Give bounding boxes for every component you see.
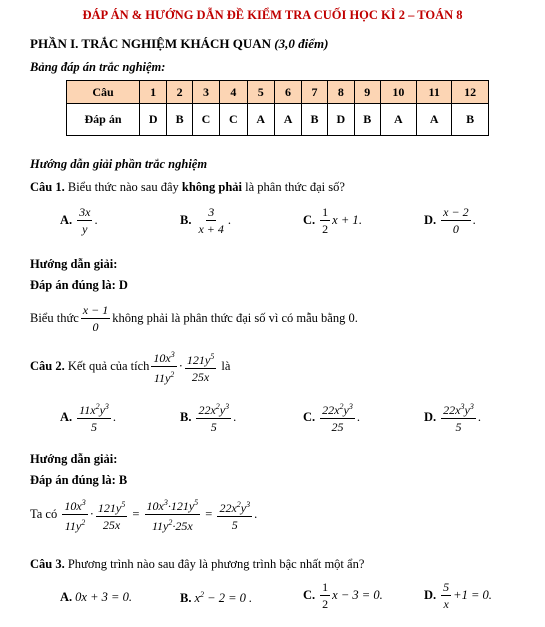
answer-table-title: Bảng đáp án trắc nghiệm: [30,60,166,74]
q2-guide-label: Hướng dẫn giải: [30,452,118,466]
table-cell: A [247,104,274,136]
q2-stem: Câu 2. Kết quả của tích $\frac{10x^3}{11y^2}$ · $\frac{121y^5}{25x}$ là [30,350,231,385]
table-cell: B [452,104,489,136]
table-cell: 8 [327,81,354,104]
table-cell: D [327,104,354,136]
table-cell: D [140,104,167,136]
table-cell: 9 [355,81,380,104]
q2-option-c: C. $\frac{22x^2y^3}{25}$ . [303,402,360,434]
table-cell: C [192,104,219,136]
q1-option-d: D. $\frac{x - 2}{0}$ . [424,205,476,236]
part1-heading: PHẦN I. TRẮC NGHIỆM KHÁCH QUAN (3,0 điểm) [30,36,329,51]
table-cell: A [380,104,417,136]
table-header-cell: Câu [67,81,140,104]
q1-option-a: A. $\frac{3x}{y}$ . [60,205,98,236]
table-cell: 5 [247,81,274,104]
q1-stem: Câu 1. Biểu thức nào sau đây không phải là phân thức đại số? [30,180,345,194]
table-cell: 11 [417,81,452,104]
q2-option-d: D. $\frac{22x^3y^3}{5}$ . [424,402,481,434]
q3-stem: Câu 3. Phương trình nào sau đây là phương trình bậc nhất một ẩn? [30,557,365,571]
q1-answer: Đáp án đúng là: D [30,278,128,292]
table-cell: A [274,104,301,136]
q3-option-c: C. $\frac{1}{2}$ x − 3 = 0. [303,580,383,611]
q2-answer: Đáp án đúng là: B [30,473,128,487]
q2-derivation: Ta có $\frac{10x^3}{11y^2}$ · $\frac{121y^5}{25x}$ = $\frac{10x^3\cdot 121y^5}{11y^2\cdot 25x}$ = $\frac{22x^2y^3}{5}$ . [30,498,258,533]
page-title: ĐÁP ÁN & HƯỚNG DẪN ĐỀ KIỂM TRA CUỐI HỌC KÌ 2 – TOÁN 8 [82,8,463,22]
table-cell: 2 [167,81,192,104]
q3-option-d: D. $\frac{5}{x}$ +1 = 0. [424,580,492,611]
table-cell: 10 [380,81,417,104]
q3-option-b: B. $x^2 - 2 = 0$ . [180,590,253,605]
table-cell: 1 [140,81,167,104]
q3-option-a: A. 0x + 3 = 0. [60,590,132,604]
q1-option-b: B. $\frac{3}{x + 4}$ . [180,205,232,236]
table-cell: B [302,104,327,136]
answer-table-header-row [67,81,489,104]
table-cell: C [220,104,247,136]
table-cell: 7 [302,81,327,104]
answer-table [66,80,489,136]
table-cell: B [355,104,380,136]
q1-option-c: C. $\frac{1}{2}$ x + 1 . [303,205,362,236]
q2-option-a: A. $\frac{11x^2y^3}{5}$ . [60,402,117,434]
q1-guide-label: Hướng dẫn giải: [30,257,118,271]
table-cell: 4 [220,81,247,104]
q2-option-b: B. $\frac{22x^2y^3}{5}$ . [180,402,237,434]
table-cell: 12 [452,81,489,104]
table-cell: 3 [192,81,219,104]
table-header-cell: Đáp án [67,104,140,136]
q1-explanation: Biểu thức $\frac{x - 1}{0}$ không phải là phân thức đại số vì có mẫu bằng 0. [30,303,358,334]
answer-table-answer-row [67,104,489,136]
table-cell: A [417,104,452,136]
table-cell: 6 [274,81,301,104]
guide-heading: Hướng dẫn giải phần trắc nghiệm [30,157,208,171]
table-cell: B [167,104,192,136]
